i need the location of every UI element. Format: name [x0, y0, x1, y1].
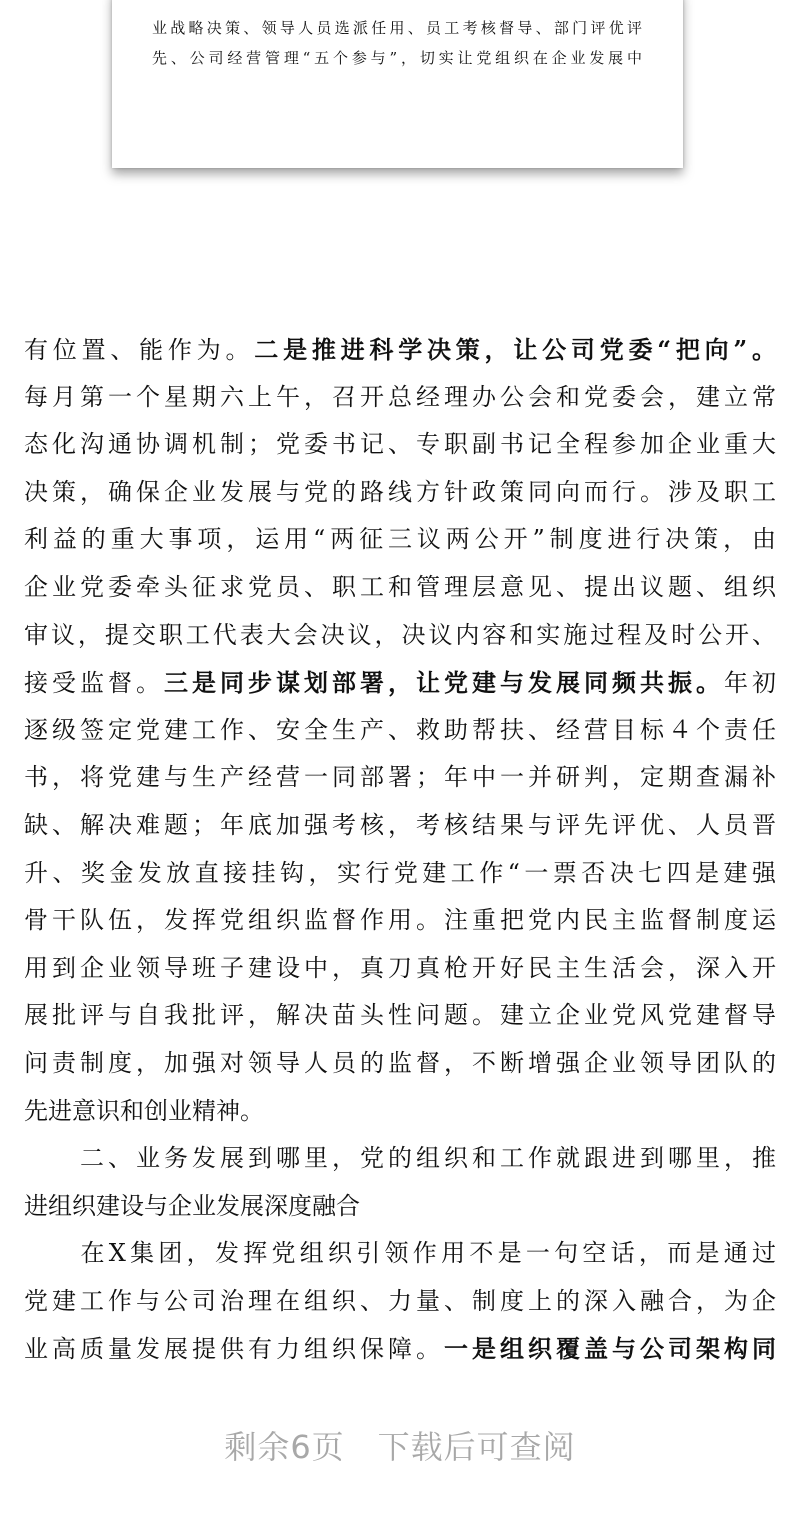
line-text: 态化沟通协调机制；党委书记、专职副书记全程参加企业重大 — [24, 430, 776, 459]
line-text: 年初 — [724, 669, 776, 698]
body-text-line — [24, 421, 776, 469]
line-text: 接受监督。 — [24, 669, 164, 698]
body-text-line — [24, 564, 776, 612]
document-body — [24, 326, 776, 1373]
line-text: 每月第一个星期六上午，召开总经理办公会和党委会，建立常 — [24, 382, 776, 411]
body-text-line — [24, 802, 776, 850]
body-text-line — [24, 1040, 776, 1088]
body-text-line — [24, 1183, 776, 1231]
bold-heading-text: 二是推进科学决策，让公司党委“把向”。 — [254, 335, 777, 364]
line-text: 业高质量发展提供有力组织保障。 — [24, 1335, 444, 1364]
body-text-line — [24, 897, 776, 945]
bold-heading-text: 三是同步谋划部署，让党建与发展同频共振。 — [164, 668, 724, 698]
body-text-line — [24, 326, 776, 374]
body-text-line — [24, 945, 776, 993]
bold-heading-text: 一是组织覆盖与公司架构同 — [444, 1334, 776, 1364]
line-text: 进组织建设与企业发展深度融合 — [24, 1191, 360, 1220]
body-text-line — [24, 612, 776, 660]
remaining-pages-download-prompt[interactable]: 剩余6页 下载后可查阅 — [224, 1428, 576, 1466]
body-text-line — [24, 1325, 776, 1373]
line-text: 先进意识和创业精神。 — [24, 1096, 264, 1125]
line-text: 问责制度，加强对领导人员的监督，不断增强企业领导团队的 — [24, 1048, 776, 1077]
body-text-line — [24, 1278, 776, 1326]
body-text-line — [24, 1230, 776, 1278]
line-text: 缺、解决难题；年底加强考核，考核结果与评先评优、人员晋 — [24, 810, 776, 839]
body-text-line — [24, 850, 776, 898]
body-text-line — [24, 469, 776, 517]
line-text: 利益的重大事项，运用“两征三议两公开”制度进行决策，由 — [24, 525, 776, 554]
line-text: 书，将党建与生产经营一同部署；年中一并研判，定期查漏补 — [24, 763, 776, 792]
line-text: 决策，确保企业发展与党的路线方针政策同向而行。涉及职工 — [24, 477, 776, 506]
body-text-line — [24, 707, 776, 755]
line-text: 审议，提交职工代表大会决议，决议内容和实施过程及时公开、 — [24, 620, 776, 649]
body-text-line — [24, 1088, 776, 1136]
line-text: 有位置、能作为。 — [24, 336, 255, 364]
line-text: 升、奖金发放直接挂钩，实行党建工作“一票否决七四是建强 — [24, 858, 776, 887]
line-text: 企业党委牵头征求党员、职工和管理层意见、提出议题、组织 — [24, 572, 776, 601]
preview-page-card — [112, 0, 683, 168]
line-text: 党建工作与公司治理在组织、力量、制度上的深入融合，为企 — [24, 1286, 776, 1315]
line-text: 二、业务发展到哪里，党的组织和工作就跟进到哪里，推 — [24, 1144, 776, 1173]
body-text-line — [24, 374, 776, 422]
card-text-line: 先、公司经营管理“五个参与”，切实让党组织在企业发展中 — [152, 49, 642, 67]
body-text-line — [24, 754, 776, 802]
card-text-line: 业战略决策、领导人员选派任用、员工考核督导、部门评优评 — [152, 19, 642, 37]
line-text: 用到企业领导班子建设中，真刀真枪开好民主生活会，深入开 — [24, 953, 776, 982]
body-text-line — [24, 992, 776, 1040]
body-text-line — [24, 516, 776, 564]
body-text-line — [24, 1135, 776, 1183]
body-text-line — [24, 659, 776, 707]
line-text: 骨干队伍，发挥党组织监督作用。注重把党内民主监督制度运 — [24, 906, 776, 935]
line-text: 展批评与自我批评，解决苗头性问题。建立企业党风党建督导 — [24, 1001, 776, 1030]
line-text: 在X集团，发挥党组织引领作用不是一句空话，而是通过 — [24, 1239, 776, 1268]
line-text: 逐级签定党建工作、安全生产、救助帮扶、经营目标４个责任 — [24, 715, 776, 744]
